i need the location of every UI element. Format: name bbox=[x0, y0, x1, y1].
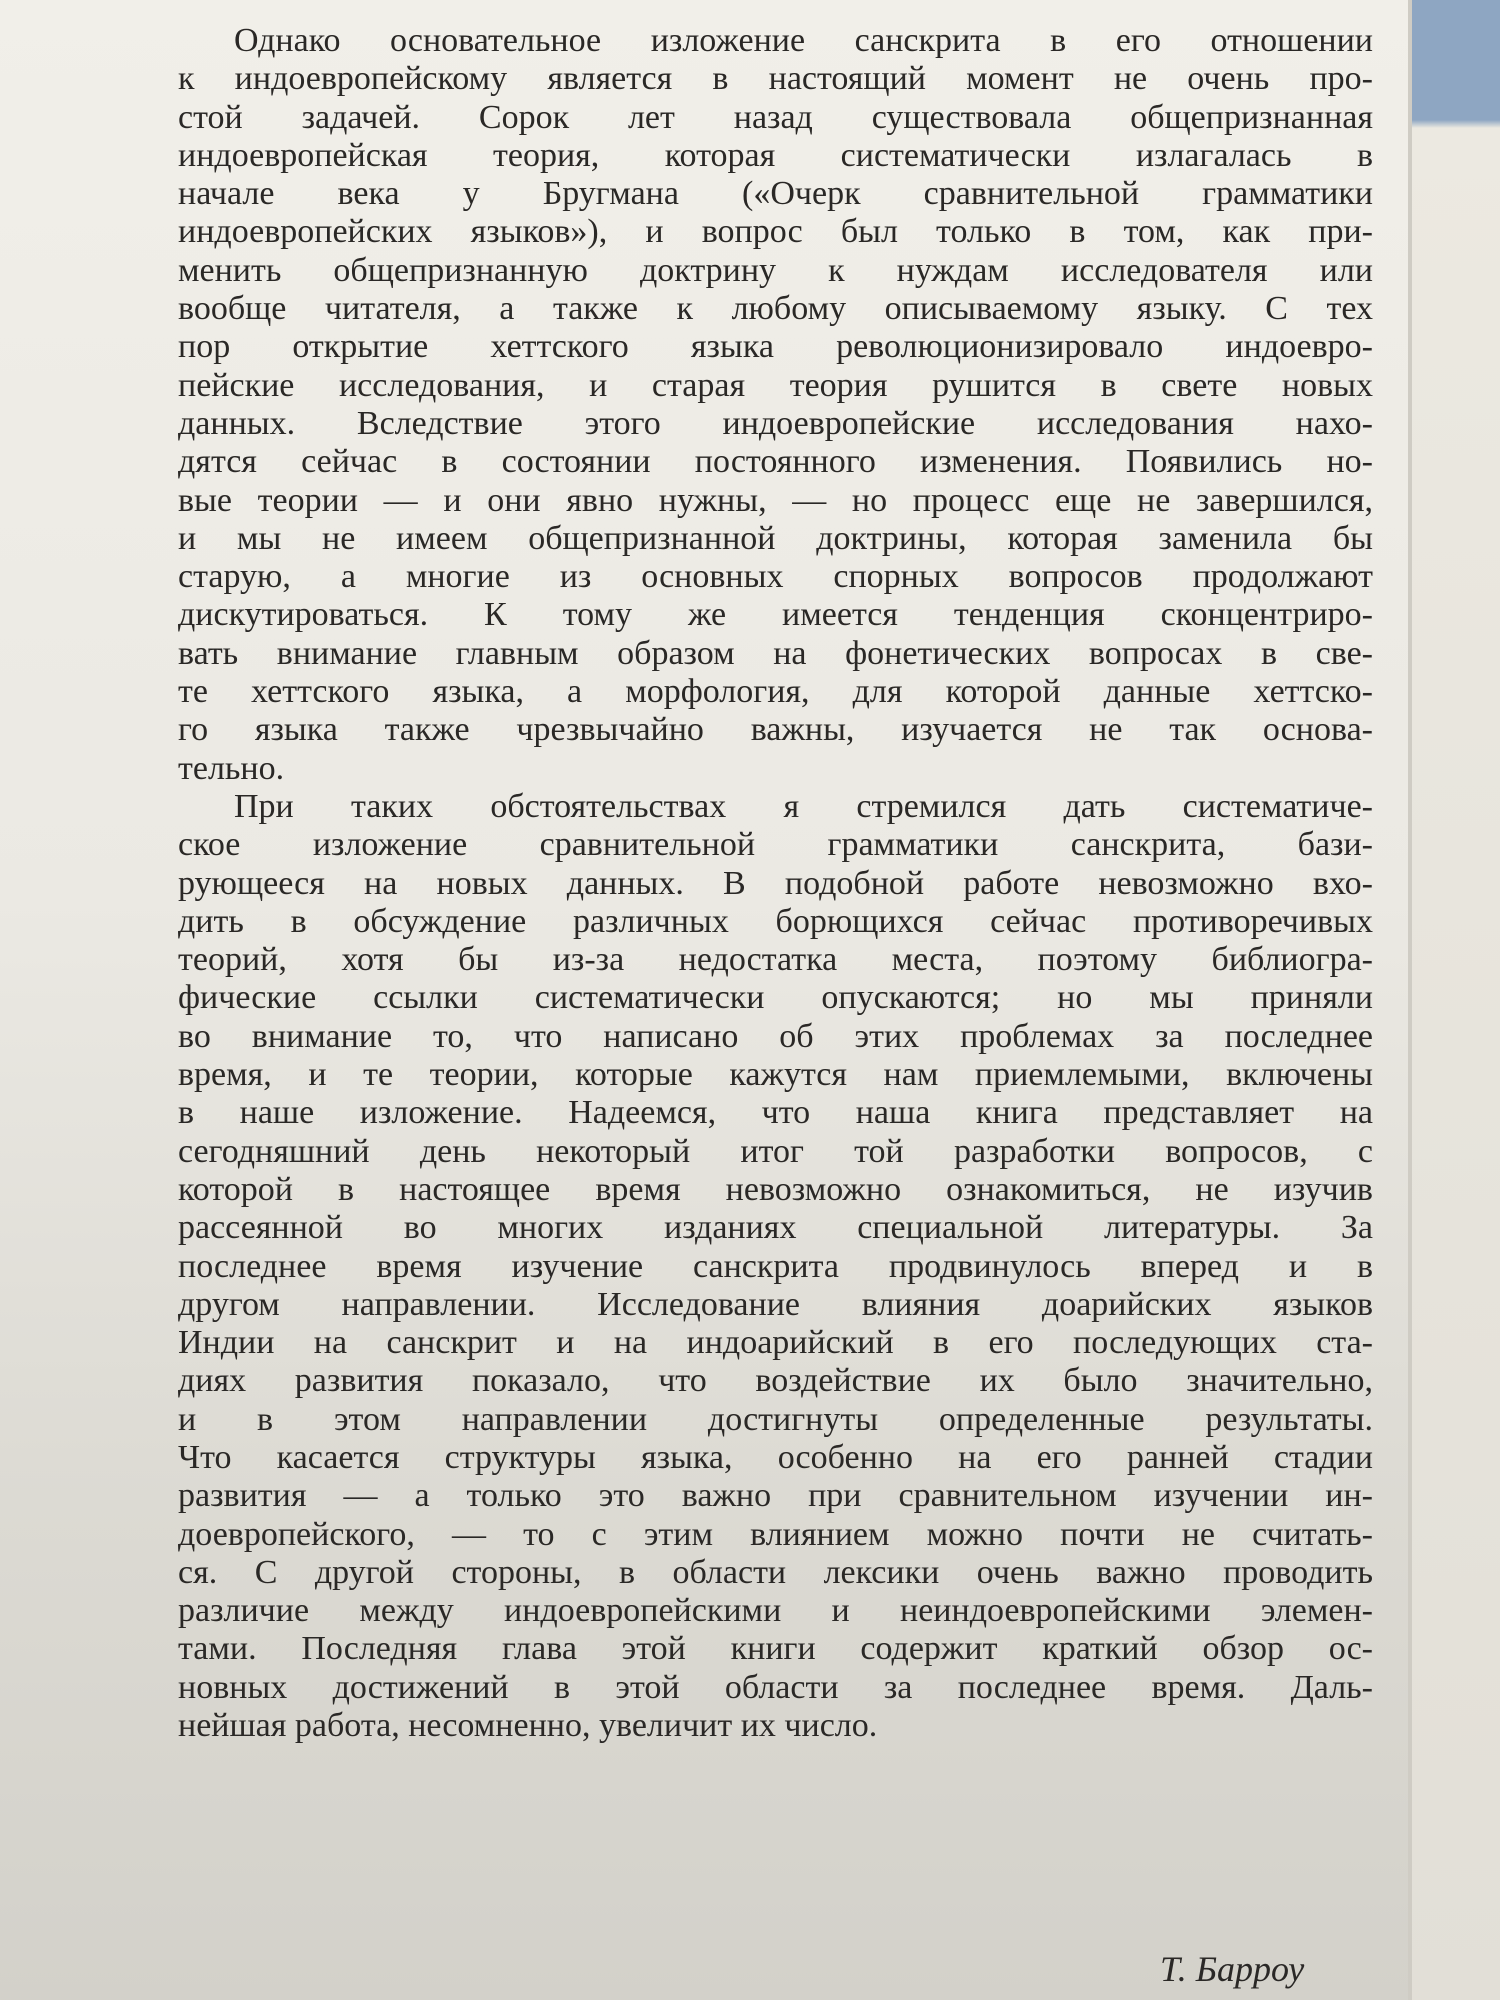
text-line: Индии на санскрит и на индоарийский в его последующих ста- bbox=[178, 1324, 1373, 1362]
text-line: развития — а только это важно при сравнительном изучении ин- bbox=[178, 1477, 1373, 1515]
text-line: различие между индоевропейскими и неиндоевропейскими элемен- bbox=[178, 1592, 1373, 1630]
text-line: доевропейского, — то с этим влиянием можно почти не считать- bbox=[178, 1515, 1373, 1553]
text-line: и мы не имеем общепризнанной доктрины, которая заменила бы bbox=[178, 519, 1373, 557]
text-line: которой в настоящее время невозможно ознакомиться, не изучив bbox=[178, 1170, 1373, 1208]
text-line: пейские исследования, и старая теория рушится в свете новых bbox=[178, 366, 1373, 404]
text-line: время, и те теории, которые кажутся нам приемлемыми, включены bbox=[178, 1056, 1373, 1094]
text-line: вообще читателя, а также к любому описываемому языку. С тех bbox=[178, 290, 1373, 328]
text-line: во внимание то, что написано об этих проблемах за последнее bbox=[178, 1017, 1373, 1055]
text-line: вать внимание главным образом на фонетических вопросах в све- bbox=[178, 634, 1373, 672]
text-line: индоевропейских языков»), и вопрос был только в том, как при- bbox=[178, 213, 1373, 251]
text-line: Однако основательное изложение санскрита в его отношении bbox=[234, 22, 1373, 59]
text-line: и в этом направлении достигнуты определенные результаты. bbox=[178, 1400, 1373, 1438]
text-line: вые теории — и они явно нужны, — но процесс еще не завершился, bbox=[178, 481, 1373, 519]
text-line: ся. С другой стороны, в области лексики очень важно проводить bbox=[178, 1553, 1373, 1591]
paragraph-1 bbox=[178, 22, 1373, 788]
adjacent-page-edge bbox=[1412, 0, 1500, 2000]
paragraph-2 bbox=[178, 788, 1373, 1745]
text-line: к индоевропейскому является в настоящий момент не очень про- bbox=[178, 60, 1373, 98]
text-line: дятся сейчас в состоянии постоянного изменения. Появились но- bbox=[178, 443, 1373, 481]
text-line: менить общепризнанную доктрину к нуждам исследователя или bbox=[178, 251, 1373, 289]
text-line: При таких обстоятельствах я стремился дать систематиче- bbox=[234, 787, 1373, 825]
text-line: дить в обсуждение различных борющихся сейчас противоречивых bbox=[178, 902, 1373, 940]
text-line: пор открытие хеттского языка революционизировало индоевро- bbox=[178, 328, 1373, 366]
text-line: дискутироваться. К тому же имеется тенденция сконцентриро- bbox=[178, 596, 1373, 634]
text-line: теорий, хотя бы из-за недостатка места, поэтому библиогра- bbox=[178, 941, 1373, 979]
text-line: начале века у Бругмана («Очерк сравнительной грамматики bbox=[178, 175, 1373, 213]
text-line: старую, а многие из основных спорных вопросов продолжают bbox=[178, 558, 1373, 596]
text-line: стой задачей. Сорок лет назад существовала общепризнанная bbox=[178, 98, 1373, 136]
text-line: тами. Последняя глава этой книги содержит краткий обзор ос- bbox=[178, 1630, 1373, 1668]
body-text bbox=[178, 22, 1373, 1745]
text-line: последнее время изучение санскрита продвинулось вперед и в bbox=[178, 1247, 1373, 1285]
text-line: диях развития показало, что воздействие их было значительно, bbox=[178, 1362, 1373, 1400]
text-line: го языка также чрезвычайно важны, изучается не так основа- bbox=[178, 711, 1373, 749]
text-line: данных. Вследствие этого индоевропейские исследования нахо- bbox=[178, 404, 1373, 442]
text-line: рассеянной во многих изданиях специальной литературы. За bbox=[178, 1209, 1373, 1247]
author-signature: Т. Барроу bbox=[1160, 1949, 1305, 1989]
text-line: другом направлении. Исследование влияния доарийских языков bbox=[178, 1285, 1373, 1323]
text-line: фические ссылки систематически опускаются; но мы приняли bbox=[178, 979, 1373, 1017]
text-line: в наше изложение. Надеемся, что наша книга представляет на bbox=[178, 1094, 1373, 1132]
text-line: Что касается структуры языка, особенно на его ранней стадии bbox=[178, 1438, 1373, 1476]
text-line: ское изложение сравнительной грамматики санскрита, бази- bbox=[178, 826, 1373, 864]
text-line: новных достижений в этой области за последнее время. Даль- bbox=[178, 1668, 1373, 1706]
text-line: рующееся на новых данных. В подобной работе невозможно вхо- bbox=[178, 864, 1373, 902]
text-line: нейшая работа, несомненно, увеличит их число. bbox=[178, 1707, 878, 1745]
text-line: тельно. bbox=[178, 749, 285, 787]
text-line: индоевропейская теория, которая систематически излагалась в bbox=[178, 136, 1373, 174]
text-line: те хеттского языка, а морфология, для которой данные хеттско- bbox=[178, 673, 1373, 711]
text-line: сегодняшний день некоторый итог той разработки вопросов, с bbox=[178, 1132, 1373, 1170]
